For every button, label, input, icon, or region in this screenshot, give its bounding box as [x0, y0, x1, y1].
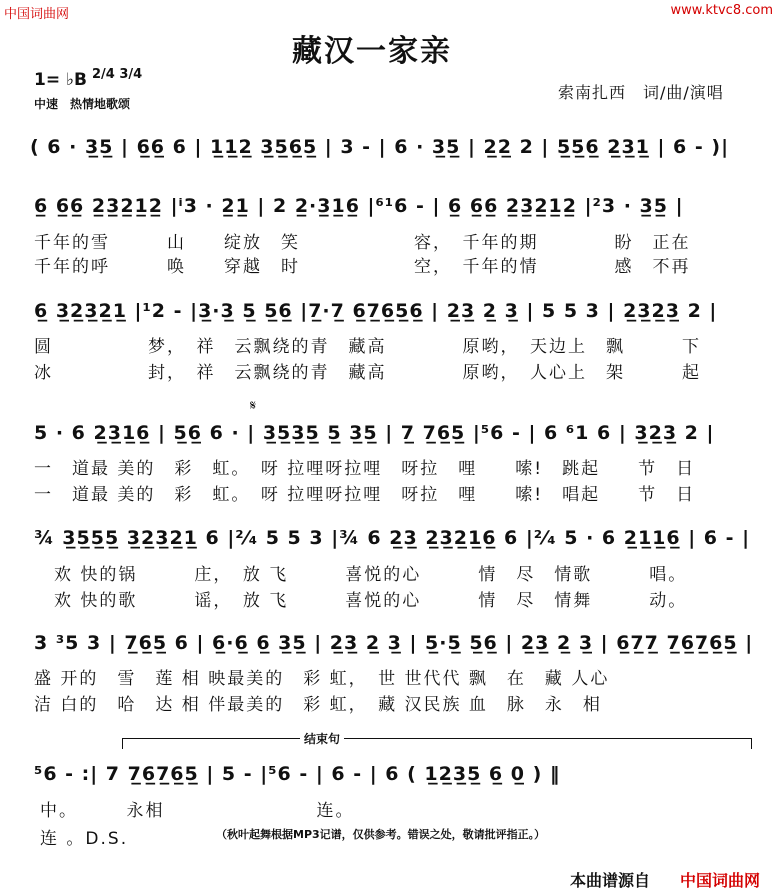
lyric-line-6-verse-1: 盛 开的 雪 莲 相 映最美的 彩 虹， 世 世代代 飘 在 藏 人心 [34, 669, 610, 689]
transcription-footnote: （秋叶起舞根据MP3记谱，仅供参考。错误之处，敬请批评指正。） [216, 828, 546, 841]
notation-line-5: ¾ 3̲5̲5̲5̲ 3̲2̲3̲2̲1̲ 6 |²⁄₄ 5 5 3 |¾ 6 2̲3̲ 2̲3̲2̲1̲6̲ 6 |²⁄₄ 5 · 6 2̲1̲1̲6̲ | 6 - | [34, 527, 751, 549]
tempo-marking: 中速 热情地歌颂 [34, 97, 131, 111]
lyric-line-4-verse-2: 一 道最 美的 彩 虹。 呀 拉哩呀拉哩 呀拉 哩 嗦! 唱起 节 日 [34, 485, 696, 505]
lyric-line-7-verse-2: 连 。D.S. [40, 829, 129, 849]
lyric-line-6-verse-2: 洁 白的 哈 达 相 伴最美的 彩 虹， 藏 汉民族 血 脉 永 相 [34, 695, 602, 715]
song-title: 藏汉一家亲 [292, 34, 452, 69]
lyric-line-2-verse-2: 千年的呼 唤 穿越 时 空， 千年的情 感 不再 [34, 257, 691, 277]
lyric-line-4-verse-1: 一 道最 美的 彩 虹。 呀 拉哩呀拉哩 呀拉 哩 嗦! 跳起 节 日 [34, 459, 696, 479]
notation-line-7: ⁵6 - :| 7 7̲6̲7̲6̲5̲ | 5 - |⁵6 - | 6 - | 6 ( 1̲2̲3̲5̲ 6̲ 0̲ ) ‖ [34, 763, 561, 785]
notation-line-1: ( 6 · 3̲5̲ | 6̲6̲ 6 | 1̲1̲2̲ 3̲5̲6̲5̲ | 3 - | 6 · 3̲5̲ | 2̲2̲ 2 | 5̲5̲6̲ 2̲3̲1̲ | 6 - )| [30, 136, 730, 158]
key-signature: 1= ♭B [34, 70, 87, 90]
time-signature: 2/4 3/4 [92, 67, 143, 82]
source-label: 本曲谱源自 [570, 871, 651, 890]
watermark-top-left: 中国词曲网 [4, 7, 70, 22]
notation-line-2: 6̲ 6̲6̲ 2̲3̲2̲1̲2̲ |ⁱ3 · 2̲1̲ | 2 2̲·3̲1̲6̲ |⁶¹6 - | 6̲ 6̲6̲ 2̲3̲2̲1̲2̲ |²3 · 3̲5̲ | [34, 195, 684, 217]
ending-label: 结束句 [300, 730, 344, 747]
ending-bracket [122, 738, 752, 749]
lyric-line-3-verse-1: 圆 梦， 祥 云飘绕的青 藏高 原哟， 天边上 飘 下 [34, 337, 701, 357]
notation-line-6: 3 ³5 3 | 7̲6̲5̲ 6 | 6̲·6̲ 6̲ 3̲5̲ | 2̲3̲ 2̲ 3̲ | 5̲·5̲ 5̲6̲ | 2̲3̲ 2̲ 3̲ | 6̲7̲7̲ 7̲6̲7̲6̲5̲ | [34, 632, 754, 654]
lyric-line-7-verse-1: 中。 永相 连。 [40, 801, 355, 821]
notation-line-4: 5 · 6 2̲3̲1̲6̲ | 5̲6̲ 6 · | 3̲5̲3̲5̲ 5̲ 3̲5̲ | 7̲ 7̲6̲5̲ |⁵6 - | 6 ⁶1 6 | 3̲2̲3̲ 2 | [34, 422, 715, 444]
source-site-name: 中国词曲网 [680, 871, 761, 890]
watermark-top-right: www.ktvc8.com [670, 3, 773, 18]
lyric-line-5-verse-2: 欢 快的歌 谣， 放 飞 喜悦的心 情 尽 情舞 动。 [54, 591, 688, 611]
credits: 索南扎西 词/曲/演唱 [558, 83, 724, 102]
segno-sign: 𝄋 [250, 398, 257, 414]
lyric-line-5-verse-1: 欢 快的锅 庄， 放 飞 喜悦的心 情 尽 情歌 唱。 [54, 565, 688, 585]
lyric-line-3-verse-2: 冰 封， 祥 云飘绕的青 藏高 原哟， 人心上 架 起 [34, 363, 701, 383]
lyric-line-2-verse-1: 千年的雪 山 绽放 笑 容， 千年的期 盼 正在 [34, 233, 691, 253]
notation-line-3: 6̲ 3̲2̲3̲2̲1̲ |¹2 - |3̲·3̲ 5̲ 5̲6̲ |7̲·7̲ 6̲7̲6̲5̲6̲ | 2̲3̲ 2̲ 3̲ | 5 5 3 | 2̲3̲2̲3̲ 2 | [34, 300, 718, 322]
